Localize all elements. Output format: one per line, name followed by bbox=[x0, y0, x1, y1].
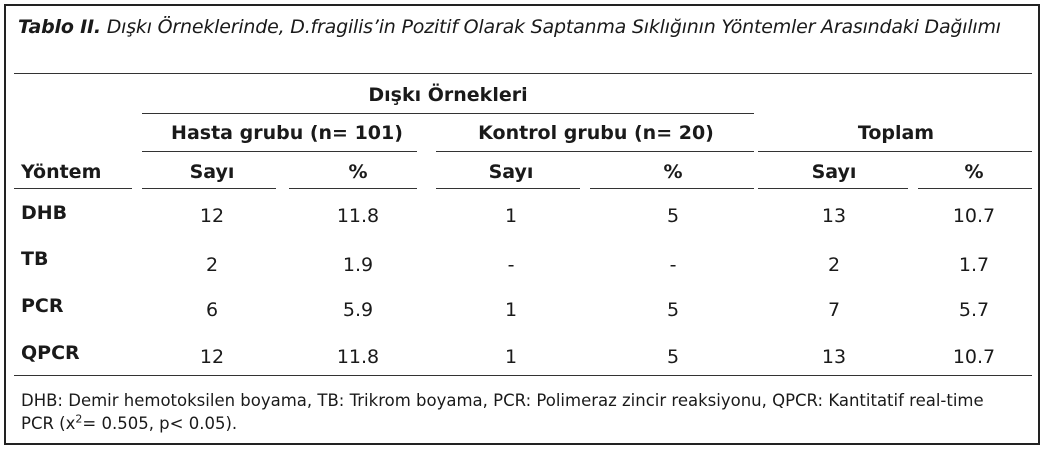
total-percent-header: % bbox=[964, 161, 984, 183]
total-percent-cell: 1.7 bbox=[958, 254, 990, 276]
table-footnote bbox=[21, 389, 1026, 435]
group-header: Dışkı Örnekleri bbox=[368, 84, 528, 106]
footnote-superscript: 2 bbox=[75, 412, 83, 426]
total-count-cell: 7 bbox=[827, 299, 841, 321]
caption-text: Dışkı Örneklerinde, D.fragilis’in Pozitif Olarak Saptanma Sıklığının Yöntemler Arasındaki Dağılımı bbox=[100, 16, 1001, 38]
control-percent-header: % bbox=[663, 161, 683, 183]
top-rule bbox=[14, 73, 1032, 74]
control-count-cell: 1 bbox=[504, 299, 518, 321]
control-underline bbox=[436, 151, 754, 152]
control-count-cell: 1 bbox=[504, 346, 518, 368]
body-bottom-rule bbox=[14, 375, 1032, 376]
sub-underline-2 bbox=[289, 188, 417, 189]
total-header: Toplam bbox=[857, 122, 935, 144]
footnote-line-1: DHB: Demir hemotoksilen boyama, TB: Trikrom boyama, PCR: Polimeraz zincir reaksiyonu, QPCR: Kantitatif real-time bbox=[21, 391, 984, 410]
row-method: QPCR bbox=[21, 342, 80, 364]
method-underline bbox=[14, 188, 132, 189]
patient-percent-cell: 1.9 bbox=[342, 254, 374, 276]
patient-underline bbox=[142, 151, 417, 152]
table-caption bbox=[18, 16, 1001, 38]
control-count-cell: - bbox=[507, 254, 515, 276]
row-method: TB bbox=[21, 248, 49, 270]
patient-percent-cell: 11.8 bbox=[336, 205, 380, 227]
total-count-cell: 13 bbox=[821, 346, 847, 368]
footnote-stat-value: = 0.505, p< 0.05). bbox=[82, 414, 238, 433]
patient-count-header: Sayı bbox=[189, 161, 235, 183]
control-percent-cell: - bbox=[669, 254, 677, 276]
row-method: DHB bbox=[21, 202, 68, 224]
sub-underline-6 bbox=[918, 188, 1032, 189]
footnote-stat-prefix: PCR (x bbox=[21, 414, 76, 433]
sub-underline-3 bbox=[436, 188, 580, 189]
sub-underline-5 bbox=[758, 188, 908, 189]
control-percent-cell: 5 bbox=[666, 205, 680, 227]
total-percent-cell: 5.7 bbox=[958, 299, 990, 321]
control-percent-cell: 5 bbox=[666, 299, 680, 321]
patient-count-cell: 6 bbox=[205, 299, 219, 321]
patient-percent-cell: 11.8 bbox=[336, 346, 380, 368]
control-count-header: Sayı bbox=[488, 161, 534, 183]
patient-count-cell: 2 bbox=[205, 254, 219, 276]
sub-underline-4 bbox=[590, 188, 754, 189]
total-count-cell: 2 bbox=[827, 254, 841, 276]
row-method: PCR bbox=[21, 295, 64, 317]
method-header: Yöntem bbox=[21, 161, 102, 183]
total-underline bbox=[758, 151, 1032, 152]
sub-underline-1 bbox=[142, 188, 276, 189]
patient-percent-cell: 5.9 bbox=[342, 299, 374, 321]
group-underline bbox=[142, 113, 754, 114]
control-group-header: Kontrol grubu (n= 20) bbox=[478, 122, 714, 144]
patient-count-cell: 12 bbox=[199, 205, 225, 227]
total-percent-cell: 10.7 bbox=[952, 346, 996, 368]
control-percent-cell: 5 bbox=[666, 346, 680, 368]
caption-label: Tablo II. bbox=[18, 16, 101, 38]
patient-percent-header: % bbox=[348, 161, 368, 183]
total-count-header: Sayı bbox=[811, 161, 857, 183]
total-percent-cell: 10.7 bbox=[952, 205, 996, 227]
patient-count-cell: 12 bbox=[199, 346, 225, 368]
footnote-line-2 bbox=[21, 412, 1026, 435]
total-count-cell: 13 bbox=[821, 205, 847, 227]
table-frame bbox=[4, 4, 1040, 445]
control-count-cell: 1 bbox=[504, 205, 518, 227]
patient-group-header: Hasta grubu (n= 101) bbox=[171, 122, 403, 144]
